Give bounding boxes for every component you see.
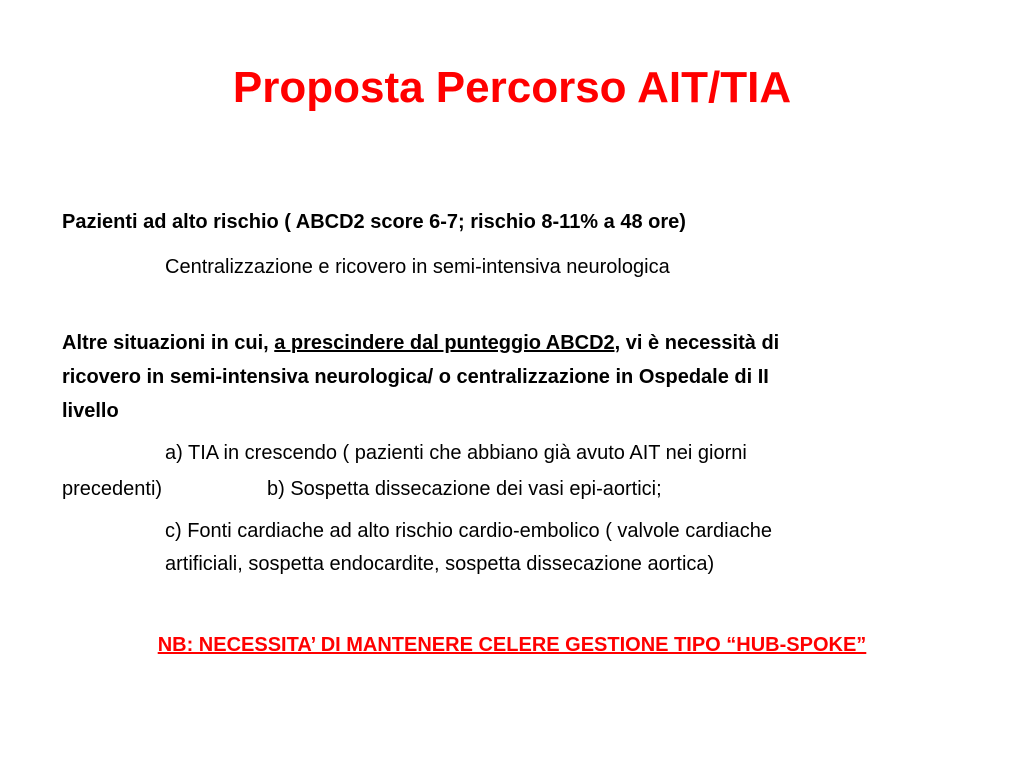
item-c-line-1: c) Fonti cardiache ad alto rischio cardio-embolico ( valvole cardiache bbox=[165, 520, 772, 542]
high-risk-action: Centralizzazione e ricovero in semi-intensiva neurologica bbox=[165, 256, 670, 278]
high-risk-heading: Pazienti ad alto rischio ( ABCD2 score 6-7; rischio 8-11% a 48 ore) bbox=[62, 211, 686, 233]
nb-note: NB: NECESSITA’ DI MANTENERE CELERE GESTIONE TIPO “HUB-SPOKE” bbox=[157, 634, 867, 656]
other-situations-underlined: a prescindere dal punteggio ABCD2, bbox=[274, 332, 621, 354]
other-situations-line-3: livello bbox=[62, 400, 119, 422]
item-c-line-2: artificiali, sospetta endocardite, sospetta dissecazione aortica) bbox=[165, 553, 715, 575]
slide-title: Proposta Percorso AIT/TIA bbox=[232, 63, 792, 112]
other-situations-lead: Altre situazioni in cui, bbox=[62, 332, 275, 354]
other-situations-line-1 bbox=[62, 326, 779, 360]
item-a-b-line bbox=[62, 472, 662, 506]
other-situations-line-2: ricovero in semi-intensiva neurologica/ o centralizzazione in Ospedale di II bbox=[62, 366, 769, 388]
item-b: b) Sospetta dissecazione dei vasi epi-aortici; bbox=[267, 478, 662, 500]
other-situations-paragraph bbox=[62, 326, 779, 428]
item-a-line-1: a) TIA in crescendo ( pazienti che abbiano già avuto AIT nei giorni bbox=[165, 442, 747, 464]
item-a-line-2: precedenti) bbox=[62, 478, 163, 500]
other-situations-line1-rest: vi è necessità di bbox=[620, 332, 780, 354]
